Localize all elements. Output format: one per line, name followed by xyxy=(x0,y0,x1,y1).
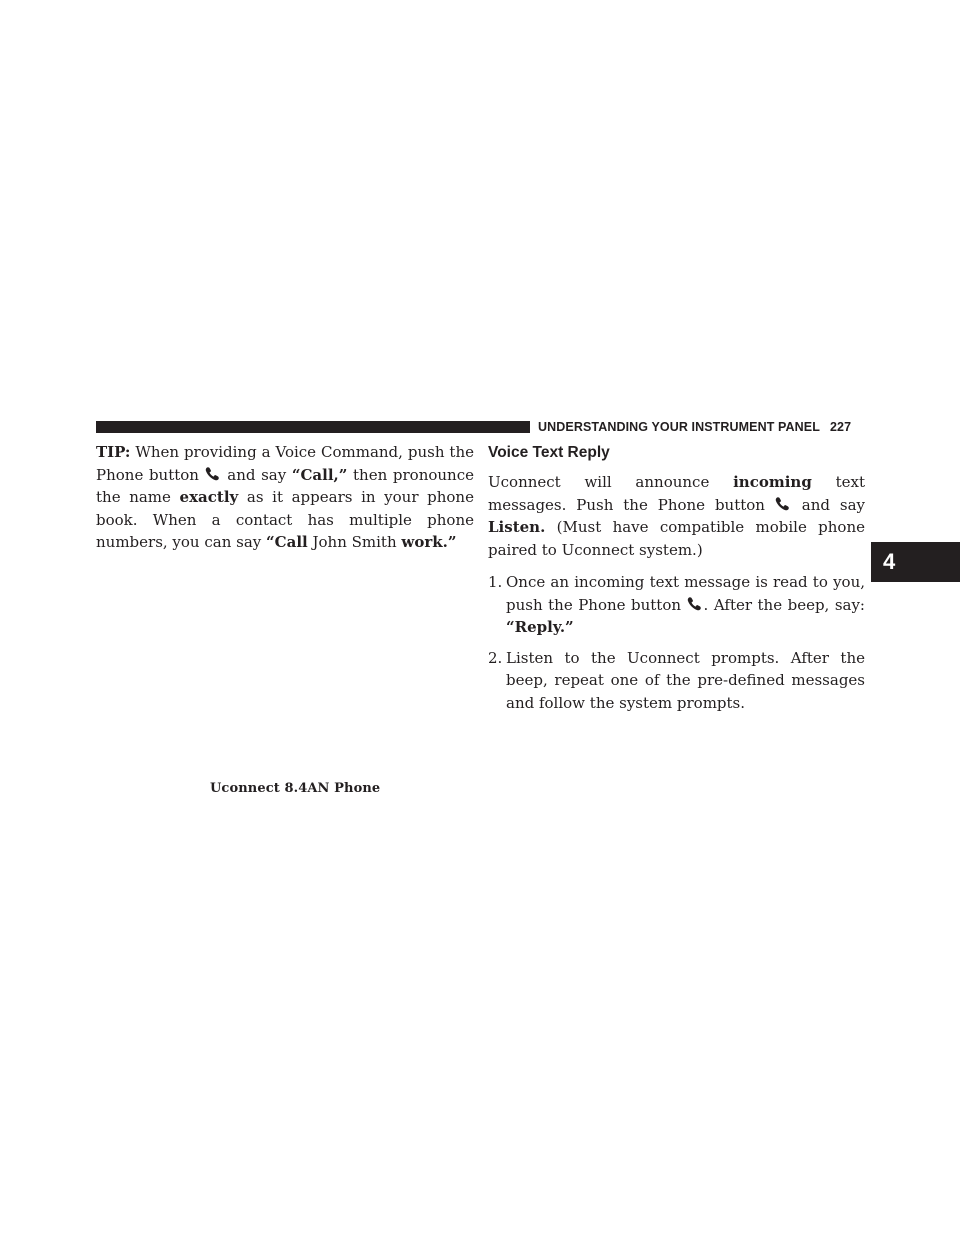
figure-caption: Uconnect 8.4AN Phone xyxy=(210,781,381,796)
phone-icon xyxy=(687,596,702,611)
running-header xyxy=(538,419,851,435)
header-section-title: UNDERSTANDING YOUR INSTRUMENT PANEL xyxy=(538,420,820,434)
list-item: 1. Once an incoming text message is read to you, push the Phone button . After the beep, say: “Reply.” xyxy=(488,573,865,636)
page-number: 227 xyxy=(829,420,852,434)
phone-icon xyxy=(205,466,220,481)
intro-paragraph: Uconnect will announce incoming text messages. Push the Phone button and say Listen. (Must have compatible mobile phone paired to Uconnect system.) xyxy=(488,473,865,559)
steps-list xyxy=(488,571,865,714)
tip-paragraph: TIP: When providing a Voice Command, push the Phone button and say “Call,” then pronounce the name exactly as it appears in your phone book. When a contact has multiple phone numbers, you can say “Call John Smith work.” xyxy=(96,443,474,551)
phone-icon xyxy=(775,496,790,511)
chapter-tab[interactable]: 4 xyxy=(871,542,960,582)
list-item: 2. Listen to the Uconnect prompts. After the beep, repeat one of the pre-defined messages and follow the system prompts. xyxy=(488,648,865,712)
tip-label: TIP: xyxy=(96,443,131,461)
left-column xyxy=(96,441,474,554)
section-title: Voice Text Reply xyxy=(488,444,610,461)
right-column xyxy=(488,441,865,722)
header-rule xyxy=(96,421,530,433)
